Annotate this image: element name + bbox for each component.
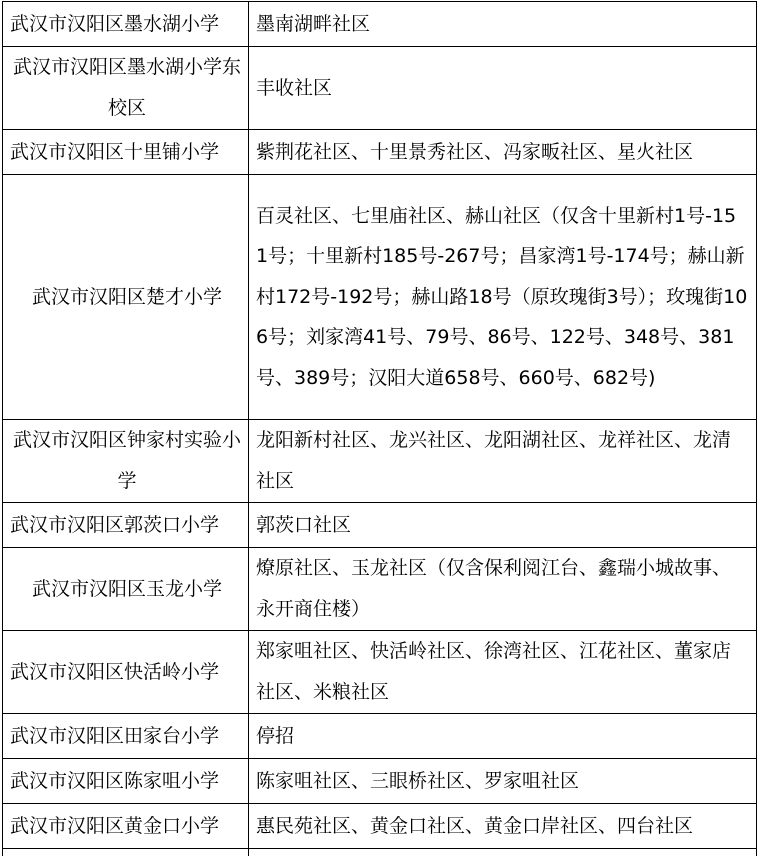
- school-name-cell: 武汉市汉阳区玉龙小学: [3, 548, 249, 631]
- community-list-cell: 百灵社区、七里庙社区、赫山社区（仅含十里新村1号-151号；十里新村185号-267号；昌家湾1号-174号；赫山新村172号-192号；赫山路18号（原玫瑰街3号）；玫瑰街106号；刘家湾41号、79号、86号、122号、348号、381号、389号；汉阳大道658号、660号、682号): [249, 175, 757, 420]
- school-name-cell: [3, 849, 249, 856]
- school-name-cell: 武汉市汉阳区墨水湖小学东校区: [3, 47, 249, 130]
- school-name-cell: 武汉市汉阳区快活岭小学: [3, 631, 249, 714]
- community-list-cell: 燎原社区、玉龙社区（仅含保利阅江台、鑫瑞小城故事、永开商住楼）: [249, 548, 757, 631]
- table-row: [3, 47, 757, 130]
- school-name-cell: 武汉市汉阳区郭茨口小学: [3, 503, 249, 548]
- community-list-cell: [249, 849, 757, 856]
- table-row: [3, 631, 757, 714]
- school-name-cell: 武汉市汉阳区墨水湖小学: [3, 2, 249, 47]
- community-list-cell: 龙阳新村社区、龙兴社区、龙阳湖社区、龙祥社区、龙清社区: [249, 420, 757, 503]
- table-row: [3, 503, 757, 548]
- table-row: [3, 804, 757, 849]
- community-list-cell: 郑家咀社区、快活岭社区、徐湾社区、江花社区、董家店社区、米粮社区: [249, 631, 757, 714]
- community-list-cell: 陈家咀社区、三眼桥社区、罗家咀社区: [249, 759, 757, 804]
- school-name-cell: 武汉市汉阳区田家台小学: [3, 714, 249, 759]
- school-district-table: [2, 1, 757, 856]
- community-list-cell: 墨南湖畔社区: [249, 2, 757, 47]
- school-name-cell: 武汉市汉阳区十里铺小学: [3, 130, 249, 175]
- community-list-cell: 郭茨口社区: [249, 503, 757, 548]
- school-name-cell: 武汉市汉阳区黄金口小学: [3, 804, 249, 849]
- community-list-cell: 停招: [249, 714, 757, 759]
- table-row: [3, 759, 757, 804]
- school-name-cell: 武汉市汉阳区钟家村实验小学: [3, 420, 249, 503]
- table-row: [3, 130, 757, 175]
- community-list-cell: 紫荆花社区、十里景秀社区、冯家畈社区、星火社区: [249, 130, 757, 175]
- table-row: [3, 548, 757, 631]
- school-name-cell: 武汉市汉阳区陈家咀小学: [3, 759, 249, 804]
- table-row: [3, 175, 757, 420]
- community-list-cell: 惠民苑社区、黄金口社区、黄金口岸社区、四台社区: [249, 804, 757, 849]
- table-row: [3, 2, 757, 47]
- table-row: [3, 420, 757, 503]
- community-list-cell: 丰收社区: [249, 47, 757, 130]
- table-row: [3, 714, 757, 759]
- school-name-cell: 武汉市汉阳区楚才小学: [3, 175, 249, 420]
- table-row: [3, 849, 757, 856]
